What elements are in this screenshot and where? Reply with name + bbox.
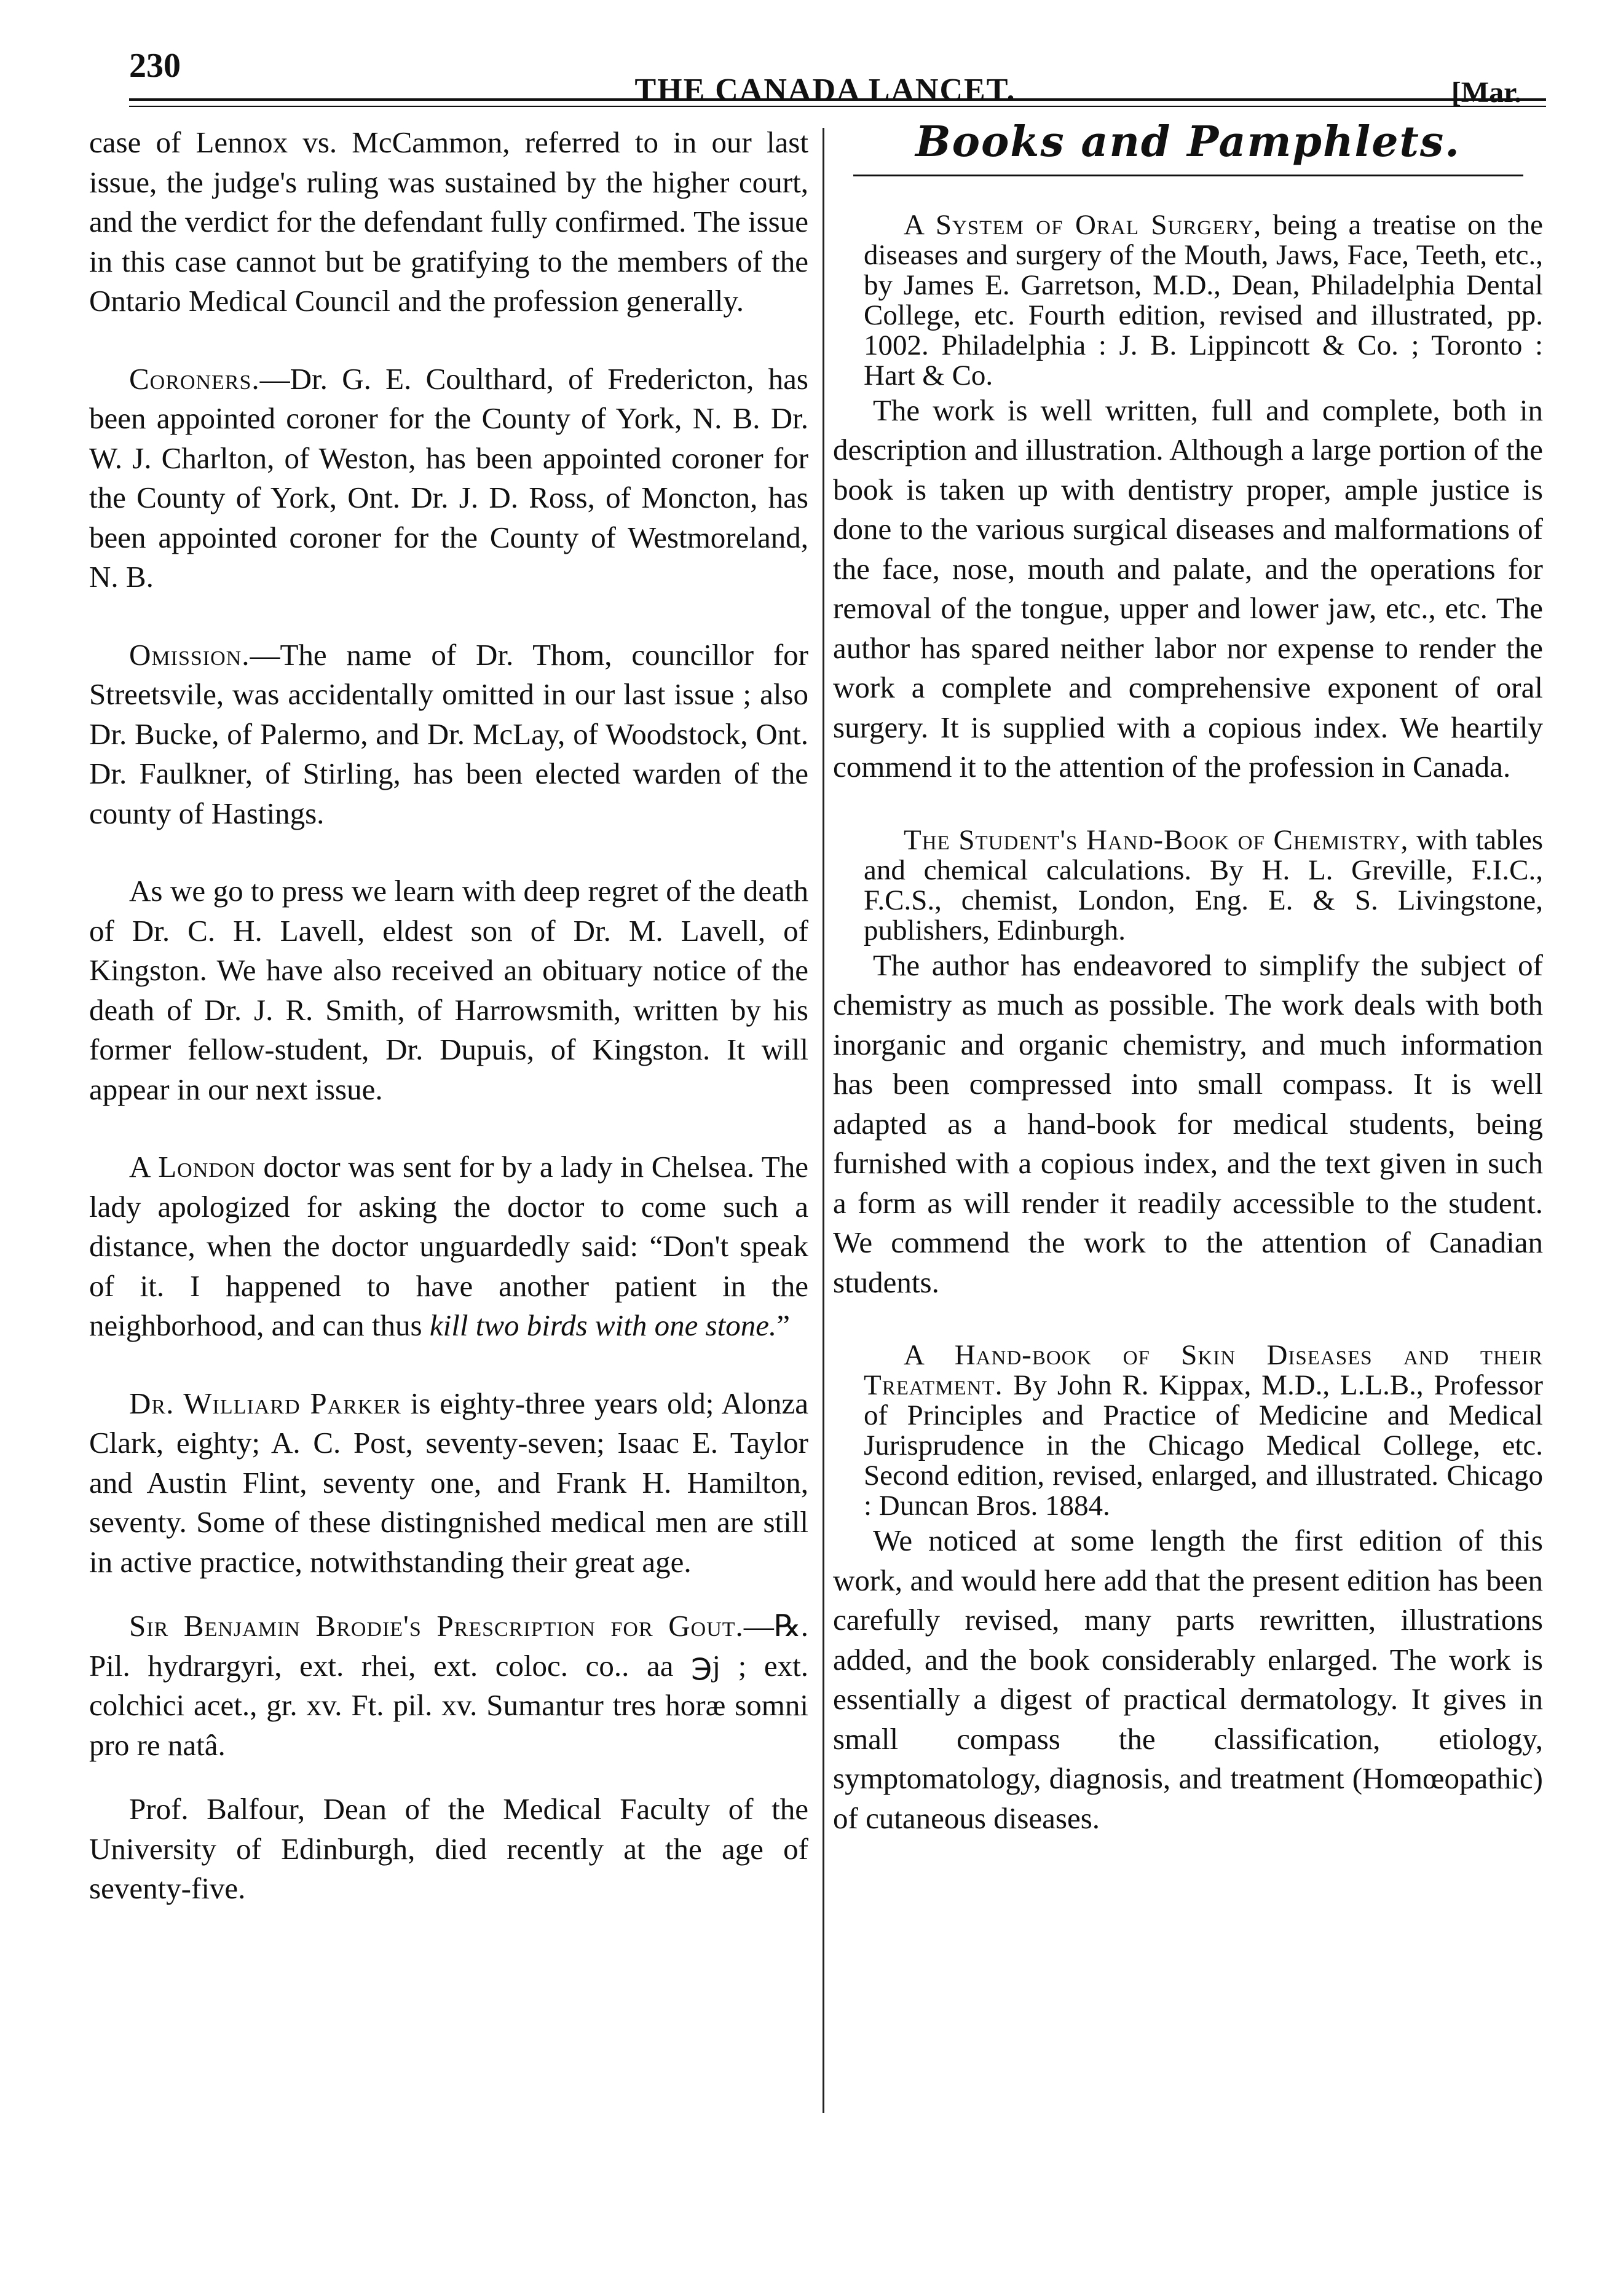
parker-text: is eighty-three years old; Alonza Clark, eighty; A. C. Post, seventy-seven; Isaac E. Taylor and Austin Flint, seventy one, and Frank H. Hamilton, seventy. Some of these distingnished medical men are still in active practice, notwithstanding their great age. (89, 1386, 808, 1579)
left-column (89, 123, 808, 1909)
paragraph-balfour: Prof. Balfour, Dean of the Medical Faculty of the University of Edinburgh, died recently at the age of seventy-five. (89, 1792, 808, 1905)
book-entry-chemistry (833, 825, 1543, 946)
journal-title: THE CANADA LANCET. (634, 73, 1016, 108)
book3-title: A Hand-book of Skin Diseases and their Treatment. (864, 1339, 1543, 1401)
book1-title: A System of Oral Surgery, (904, 208, 1262, 241)
book1-details: being a treatise on the diseases and surgery of the Mouth, Jaws, Face, Teeth, etc., by James E. Garretson, M.D., Dean, Philadelphia Dental College, etc. Fourth edition, revised and illustrated, pp. 1002. Philadelphia : J. B. Lippincott & Co. ; Toronto : Hart & Co. (864, 208, 1543, 391)
omission-lead: Omission. (129, 637, 250, 672)
column-divider (823, 128, 824, 2113)
review-chemistry: The author has endeavored to simplify the subject of chemistry as much as possible. The work deals with both inorganic and organic chemistry, and much information has been compressed into small compass. It is well adapted as a hand-book for medical students, being furnished with a copious index, and the text given in such a form as will render it readily accessible to the student. We commend the work to the attention of Canadian students. (833, 948, 1543, 1299)
paragraph-omission (89, 635, 808, 834)
paragraph-lennox-case: case of Lennox vs. McCammon, referred to in our last issue, the judge's ruling was sustained by the higher court, and the verdict for the defendant fully confirmed. The issue in this case cannot but be gratifying to the members of the Ontario Medical Council and the profession generally. (89, 125, 808, 318)
london-doctor-text: doctor was sent for by a lady in Chelsea. The lady apologized for asking the doctor to come such a distance, when the doctor unguardedly said: “Don't speak of it. I happened to have another patient in the neighborhood, and can thus (89, 1150, 808, 1342)
review-oral-surgery: The work is well written, full and complete, both in description and illustration. Although a large portion of the book is taken up with dentistry proper, ample justice is done to the various surgical diseases and malformations of the face, nose, mouth and palate, and the operations for removal of the tongue, upper and lower jaw, etc., etc. The author has spared neither labor nor expense to render the work a complete and comprehensive exponent of oral surgery. It is supplied with a copious index. We heartily commend it to the attention of the profession in Canada. (833, 393, 1543, 784)
book-entry-skin-diseases (833, 1340, 1543, 1521)
brodie-text: —℞. Pil. hydrargyri, ext. rhei, ext. coloc. co.. aa ℈j ; ext. colchici acet., gr. xv. Ft. pil. xv. Sumantur tres horæ somni pro re natâ. (89, 1609, 808, 1762)
book-entry-oral-surgery (833, 210, 1543, 391)
section-title: Books and Pamphlets. (915, 117, 1461, 167)
section-title-rule (853, 175, 1523, 176)
paragraph-coroners (89, 360, 808, 597)
header-rule-thick (129, 98, 1546, 101)
london-doctor-lead: A London (129, 1150, 256, 1184)
paragraph-parker (89, 1384, 808, 1582)
paragraph-lavell-obituary: As we go to press we learn with deep regret of the death of Dr. C. H. Lavell, eldest son of Dr. M. Lavell, of Kingston. We have also received an obituary notice of the death of Dr. J. R. Smith, of Harrowsmith, written by his former fellow-student, Dr. Dupuis, of Kingston. It will appear in our next issue. (89, 874, 808, 1106)
book2-details: with tables and chemical calculations. By H. L. Greville, F.I.C., F.C.S., chemist, London, Eng. E. & S. Livingstone, publishers, Edinburgh. (864, 824, 1543, 946)
london-doctor-italic: kill two birds with one stone. (429, 1308, 777, 1342)
parker-lead: Dr. Williard Parker (129, 1386, 401, 1420)
book2-title: The Student's Hand-Book of Chemistry, (904, 824, 1409, 856)
brodie-lead: Sir Benjamin Brodie's Prescription for Gout. (129, 1609, 744, 1643)
issue-month: [Mar. (1451, 76, 1521, 109)
page-number: 230 (129, 47, 181, 85)
right-column (833, 117, 1543, 1838)
omission-text: —The name of Dr. Thom, councillor for Streetsvile, was accidentally omitted in our last issue ; also Dr. Bucke, of Palermo, and Dr. McLay, of Woodstock, Ont. Dr. Faulkner, of Stirling, has been elected warden of the county of Hastings. (89, 637, 808, 830)
paragraph-london-doctor (89, 1147, 808, 1346)
running-head (129, 46, 1521, 114)
review-skin-diseases: We noticed at some length the first edition of this work, and would here add that the present edition has been carefully revised, many parts rewritten, illustrations added, and the book considerably enlarged. The work is essentially a digest of practical dermatology. It gives in small compass the classification, etiology, symptomatology, diagnosis, and treatment (Homœopathic) of cutaneous diseases. (833, 1523, 1543, 1835)
book3-details: By John R. Kippax, M.D., L.L.B., Professor of Principles and Practice of Medicine and Medical Jurisprudence in the Chicago Medical College, etc. Second edition, revised, enlarged, and illustrated. Chicago : Duncan Bros. 1884. (864, 1369, 1543, 1522)
coroners-lead: Coroners. (129, 361, 260, 396)
london-doctor-end: ” (776, 1308, 791, 1342)
header-rule-thin (129, 106, 1546, 107)
paragraph-brodie-prescription (89, 1606, 808, 1765)
coroners-text: —Dr. G. E. Coulthard, of Fredericton, has been appointed coroner for the County of York, N. B. Dr. W. J. Charlton, of Weston, has been appointed coroner for the County of York, Ont. Dr. J. D. Ross, of Moncton, has been appointed coroner for the County of Westmoreland, N. B. (89, 361, 808, 594)
